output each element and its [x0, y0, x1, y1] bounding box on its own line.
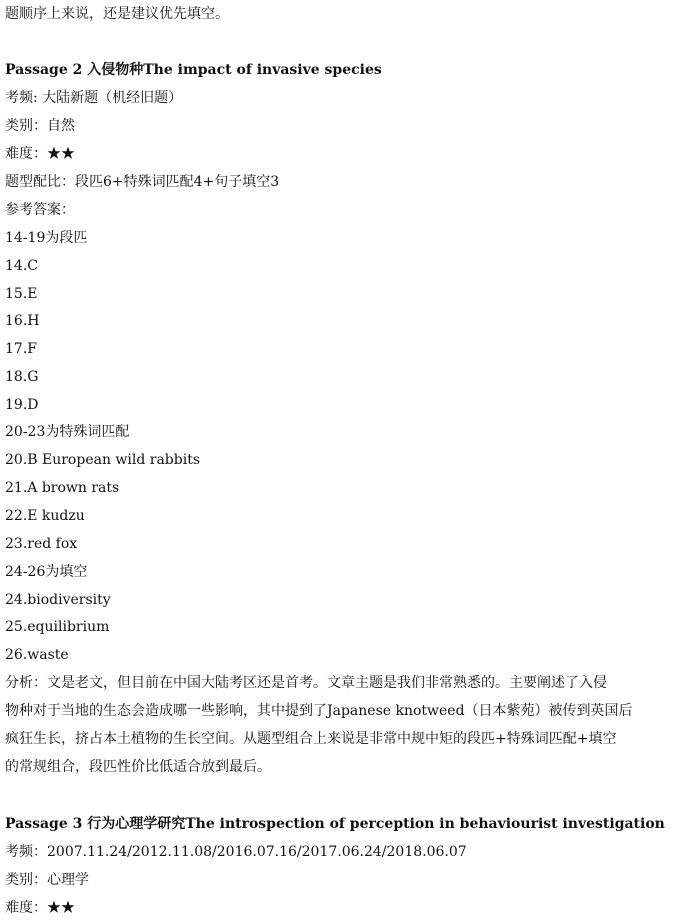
answer-line: 24.biodiversity — [5, 592, 111, 608]
analysis-line: 的常规组合，段匹性价比低适合放到最后。 — [5, 759, 271, 775]
answer-line: 20.B European wild rabbits — [5, 452, 201, 468]
passage3-difficulty: 难度：★★ — [5, 900, 75, 916]
answer-line: 21.A brown rats — [5, 480, 120, 496]
analysis-line: 物种对于当地的生态会造成哪一些影响，其中提到了Japanese knotweed（日本紫苑）被传到英国后 — [5, 703, 633, 719]
answer-line: 22.E kudzu — [5, 508, 85, 524]
passage2-answers-label: 参考答案： — [5, 202, 75, 218]
answer-line: 15.E — [5, 286, 38, 302]
passage3-category: 类别：心理学 — [5, 872, 89, 888]
passage3-title: Passage 3 行为心理学研究The introspection of perception in behaviourist investigation — [5, 816, 665, 832]
answer-line: 26.waste — [5, 647, 69, 663]
answer-line: 24-26为填空 — [5, 564, 88, 580]
answer-line: 17.F — [5, 341, 37, 357]
passage2-ratio: 题型配比：段匹6+特殊词匹配4+句子填空3 — [5, 174, 280, 190]
passage2-difficulty: 难度：★★ — [5, 146, 75, 162]
answer-line: 25.equilibrium — [5, 619, 110, 635]
answer-line: 16.H — [5, 313, 40, 329]
answer-line: 14-19为段匹 — [5, 230, 88, 246]
intro-text: 题顺序上来说，还是建议优先填空。 — [5, 6, 229, 22]
answer-line: 19.D — [5, 397, 39, 413]
answer-line: 20-23为特殊词匹配 — [5, 424, 130, 440]
answer-line: 23.red fox — [5, 536, 78, 552]
passage2-frequency: 考频: 大陆新题（机经旧题） — [5, 90, 183, 106]
answer-line: 18.G — [5, 369, 39, 385]
answer-line: 14.C — [5, 258, 38, 274]
analysis-line: 分析：文是老文，但目前在中国大陆考区还是首考。文章主题是我们非常熟悉的。主要阐述了入侵 — [5, 675, 607, 691]
passage3-frequency: 考频：2007.11.24/2012.11.08/2016.07.16/2017.06.24/2018.06.07 — [5, 844, 467, 860]
passage2-category: 类别：自然 — [5, 118, 75, 134]
passage2-title: Passage 2 入侵物种The impact of invasive species — [5, 62, 382, 78]
analysis-line: 疯狂生长，挤占本土植物的生长空间。从题型组合上来说是非常中规中矩的段匹+特殊词匹配+填空 — [5, 731, 617, 747]
